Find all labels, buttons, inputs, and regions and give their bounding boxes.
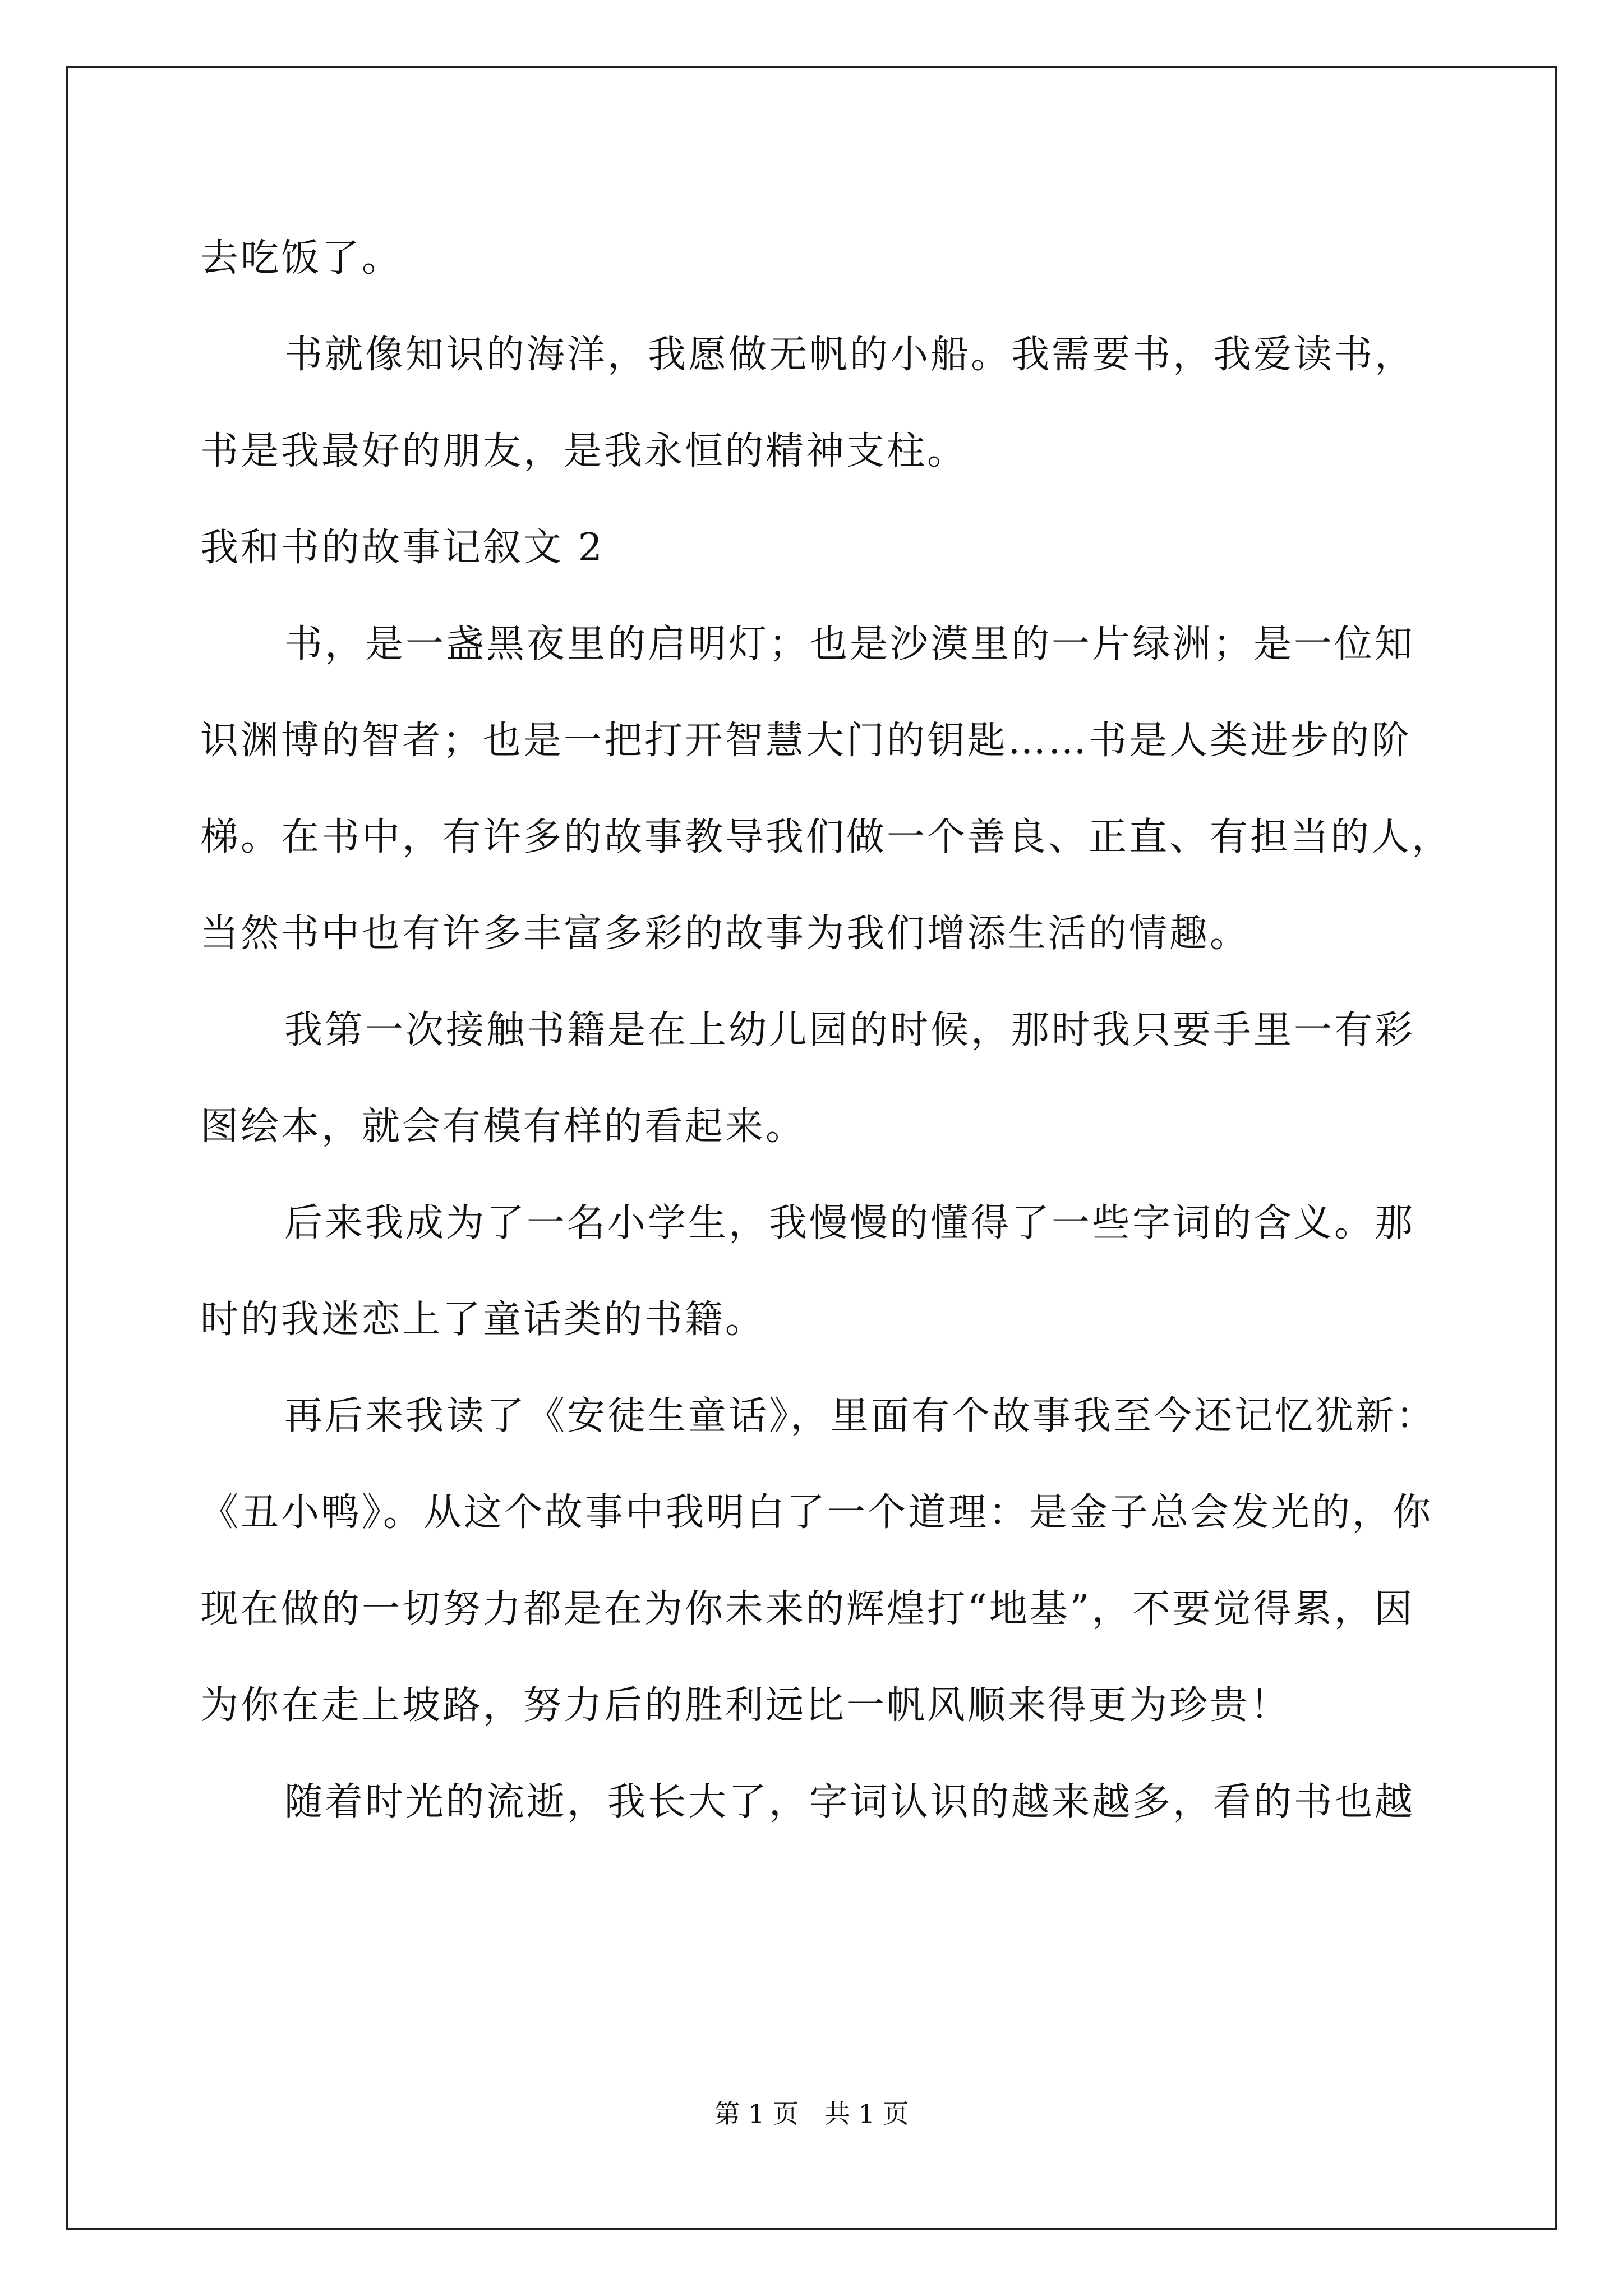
paragraph-start-line: 随着时光的流逝，我长大了，字词认识的越来越多，看的书也越 [284,1780,1415,1824]
page-number-footer: 第 1 页 共 1 页 [714,2099,909,2129]
paragraph-start-line: 我第一次接触书籍是在上幼儿园的时候，那时我只要手里一有彩 [284,1008,1415,1052]
text-line: 识渊博的智者；也是一把打开智慧大门的钥匙……书是人类进步的阶 [200,719,1412,763]
paragraph-start-line: 书，是一盏黑夜里的启明灯；也是沙漠里的一片绿洲；是一位知 [284,622,1415,666]
text-line: 时的我迷恋上了童话类的书籍。 [200,1297,766,1342]
paragraph-start-line: 后来我成为了一名小学生，我慢慢的懂得了一些字词的含义。那 [284,1201,1415,1245]
document-body [200,210,1465,1851]
text-line: 现在做的一切努力都是在为你未来的辉煌打“地基”，不要觉得累，因 [200,1587,1415,1631]
text-line: 书是我最好的朋友，是我永恒的精神支柱。 [200,429,968,473]
text-line: 梯。在书中，有许多的故事教导我们做一个善良、正直、有担当的人， [200,815,1453,859]
text-line: 去吃饭了。 [200,236,403,280]
text-line: 当然书中也有许多丰富多彩的故事为我们增添生活的情趣。 [200,912,1251,956]
text-line: 图绘本，就会有模有样的看起来。 [200,1105,806,1149]
paragraph-start-line: 再后来我读了《安徒生童话》，里面有个故事我至今还记忆犹新： [284,1394,1437,1438]
section-heading: 我和书的故事记叙文 2 [200,526,605,570]
text-line: 为你在走上坡路，努力后的胜利远比一帆风顺来得更为珍贵！ [200,1683,1291,1728]
paragraph-start-line: 书就像知识的海洋，我愿做无帆的小船。我需要书，我爱读书， [284,333,1415,377]
text-line: 《丑小鸭》。从这个故事中我明白了一个道理：是金子总会发光的，你 [200,1490,1433,1535]
